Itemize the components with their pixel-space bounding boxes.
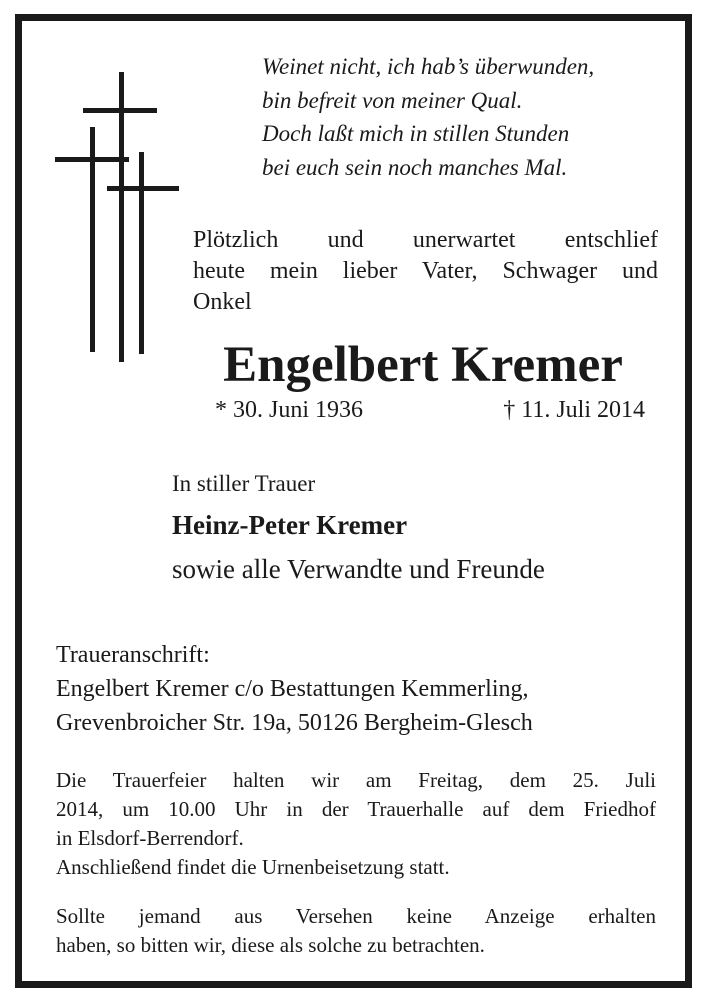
intro-line: heute mein lieber Vater, Schwager und bbox=[193, 258, 658, 284]
note-line: Sollte jemand aus Versehen keine Anzeige erhalten bbox=[56, 904, 656, 928]
three-crosses-icon bbox=[55, 72, 185, 362]
poem-line: bin befreit von meiner Qual. bbox=[262, 87, 523, 113]
service-line: in Elsdorf-Berrendorf. bbox=[56, 826, 244, 850]
intro-line: Plötzlich und unerwartet entschlief bbox=[193, 227, 658, 253]
poem-line: Doch laßt mich in stillen Stunden bbox=[262, 121, 570, 146]
death-date: † 11. Juli 2014 bbox=[503, 397, 645, 423]
address-line: Engelbert Kremer c/o Bestattungen Kemmerling, bbox=[56, 676, 529, 702]
mourning-address bbox=[56, 638, 656, 740]
service-line: Die Trauerfeier halten wir am Freitag, dem 25. Juli bbox=[56, 768, 656, 792]
relatives-line: sowie alle Verwandte und Freunde bbox=[172, 554, 545, 584]
note-line: haben, so bitten wir, diese als solche zu betrachten. bbox=[56, 933, 485, 957]
memorial-poem bbox=[262, 50, 682, 184]
mourning-phrase: In stiller Trauer bbox=[172, 471, 316, 496]
address-line: Traueranschrift: bbox=[56, 642, 210, 668]
mourner-name: Heinz-Peter Kremer bbox=[172, 510, 408, 540]
poem-line: Weinet nicht, ich hab’s überwunden, bbox=[262, 54, 595, 79]
poem-line: bei euch sein noch manches Mal. bbox=[262, 154, 568, 180]
announcement-intro bbox=[193, 225, 658, 318]
closing-note bbox=[56, 902, 656, 960]
funeral-service-info bbox=[56, 766, 656, 882]
service-line: 2014, um 10.00 Uhr in der Trauerhalle auf dem Friedhof bbox=[56, 797, 656, 821]
life-dates bbox=[215, 397, 645, 424]
deceased-name: Engelbert Kremer bbox=[223, 337, 623, 393]
service-line: Anschließend findet die Urnenbeisetzung statt. bbox=[56, 855, 450, 879]
intro-line: Onkel bbox=[193, 289, 252, 315]
birth-date: * 30. Juni 1936 bbox=[215, 397, 364, 423]
address-line: Grevenbroicher Str. 19a, 50126 Bergheim-Glesch bbox=[56, 710, 533, 736]
